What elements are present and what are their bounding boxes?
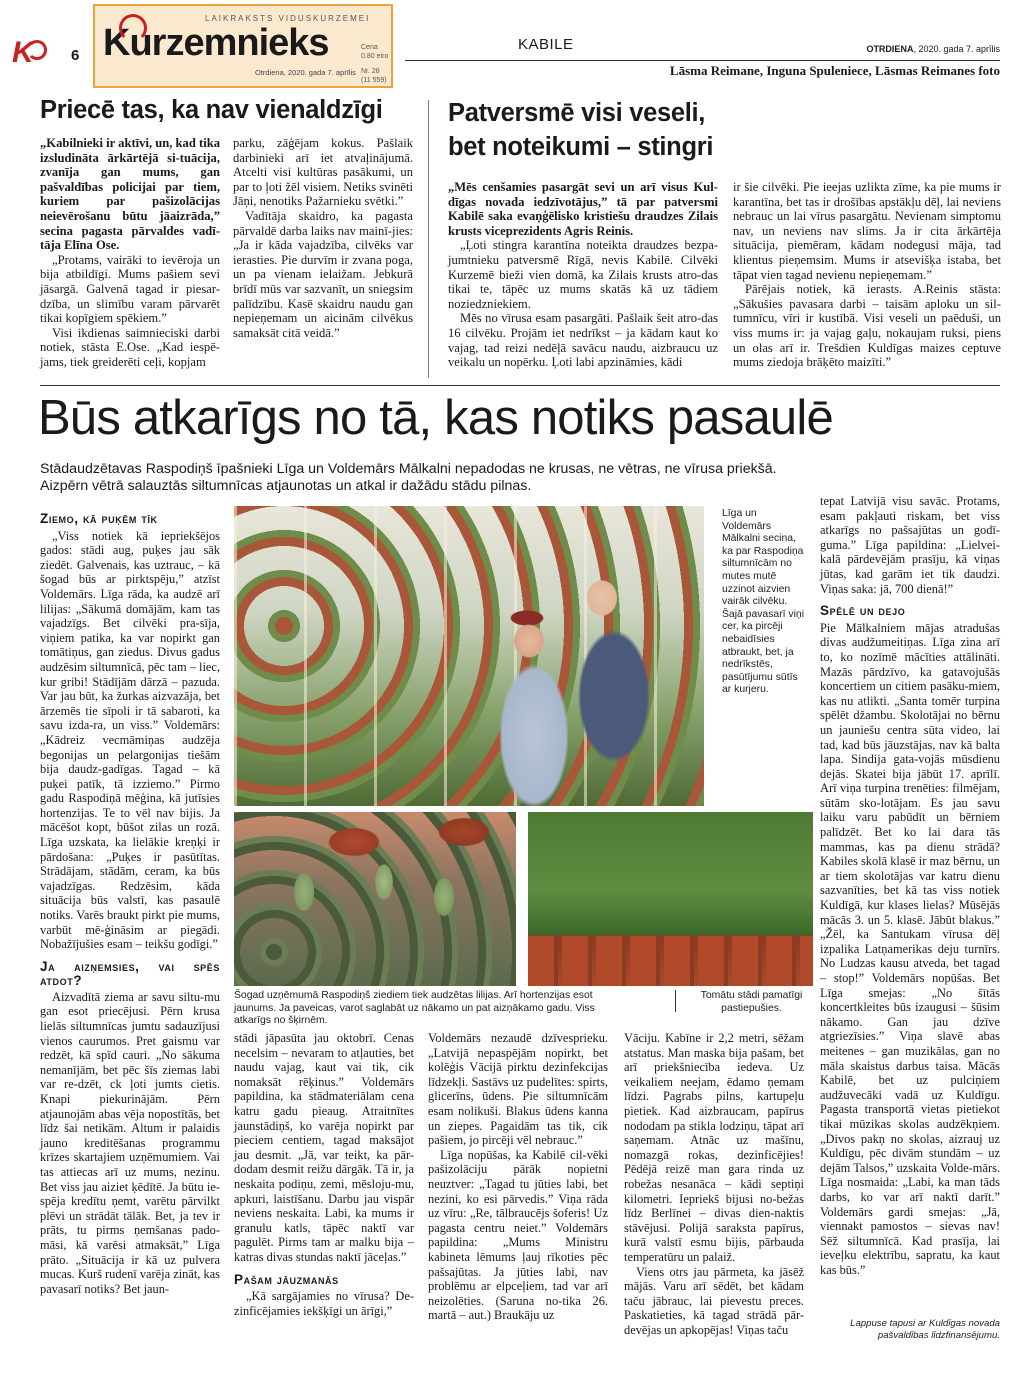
article2-col2 [733, 180, 1001, 370]
photo-lilies [234, 812, 516, 986]
article1-headline: Priecē tas, ka nav vienaldzīgi [40, 96, 383, 124]
article1-col2-para: Vadītāja skaidro, ka pagasta pārvaldē darba laiks nav mainī-jies: „Ja ir kāda vajadzība, cilvēks var ierasties. Pie durvīm ir zvana poga, un pa vienam ielaižam. Jebkurā brīdī mūs var sazvanīt, un sniegsim palīdzību. Kasē skaidru naudu gan nepieņemam un aicinām cilvēkus samaksāt citā veidā.” [233, 208, 413, 340]
section-rule [40, 385, 1000, 386]
article1-col1-para: Visi ikdienas saimnieciski darbi notiek, stāsta E.Ose. „Kad iespē-jams, tiek greiderēti ceļi, kopjam [40, 325, 220, 369]
footnote-funding: Lappuse tapusi ar Kuldīgas novada pašvaldības līdzfinansējumu. [850, 1318, 1000, 1341]
article1-col2 [233, 136, 413, 340]
caption-tomatoes: Tomātu stādi pamatīgi pastiepušies. [700, 990, 803, 1014]
article3-col3 [428, 1031, 608, 1323]
article3-col4 [624, 1031, 804, 1337]
article2-headline-line2: bet noteikumi – stingri [448, 133, 714, 161]
article1-col2-para: parku, zāģējam kokus. Pašlaik darbinieki arī iet atvaļinājumā. Atcelti visi kultūras pasākumi, un par to ļoti žēl visiem. Netiks svinēti Jāņi, nenotiks Pažarnieku svētki.” [233, 136, 413, 209]
article2-headline-line1: Patversmē visi veseli, [448, 99, 706, 127]
header-date-day: OTRDIENA [866, 44, 914, 54]
logo-swirl-icon [27, 40, 47, 60]
masthead-title: Kurzemnieks [103, 22, 329, 64]
photo-couple-greenhouse [234, 506, 704, 806]
article2-lead: „Mēs cenšamies pasargāt sevi un arī visus Kul-dīgas novada iedzīvotājus,” tā par patversmi Kabilē saka evaņģēlisko kristiešu draudzes Zilais krusts viceprezidents Agris Reinis. [448, 180, 718, 238]
article3-col3-para: Līga nopūšas, ka Kabilē cil-vēki pašizolāciju pārāk nopietni neuztver: „Tagad tu jūties labi, bet nezini, ko esi pārvedis.” Viņa rāda uz vīru: „Re, tālbraucējs šoferis! Uz pagasta centru neiet.” Voldemārs papildina: „Mums Ministru kabineta lēmums ļauj rīkoties pēc pašsajūtas. Ja jūties labi, nav problēmu ar elpceļiem, tad var arī neizolēties. (Saruna no-tika 26. martā – aut.) Braukāju uz [428, 1147, 608, 1323]
article2-col1-para: „Ļoti stingra karantīna noteikta draudzes bezpa-jumtnieku patversmē Rīgā, nevis Kabilē. Cilvēki Kurzemē bieži vien domā, ka Zilais krusts atro-das tikai te, tāpēc uz mums skatās kā uz tādiem noziedzniekiem. [448, 238, 718, 311]
article3-deck [40, 461, 1000, 495]
masthead-price-value: 0.80 eiro [361, 53, 389, 60]
article3-col1 [40, 508, 220, 1296]
article3-col5b-para: Pie Mālkalniem mājas atradušas divas audžumeitiņas. Līga zina arī to, ko nozīmē mācīties attālināti. Mazās pārdzīvo, ka gatavojušās koncertiem un citiem pasāku-miem, kas nu atlikti. „Santa tomēr turpina spēlēt džambu. Skolotājai no bērnu un jauniešu centra sūta video, lai tad, kad būs jāuzstājas, nav kā balta lapa. Sindija gata-vojās mūsdienu dejās. Skatei bija jābūt 17. aprīlī. Arī viņa turpina trenēties: filmējam, sūtām sko-lotājam. Es jau savu laiku varu pabūdīt un bērniem palīdzēt. Bet ko lai dara tās mammas, kas pa dienu strādā? Kabiles skolā klasē ir maz bērnu, un ar tiem skolotājas var katru dienu sazvanīties, bet kā tas viss notiek Kuldīgā, kur klases lielas? Mūsējās mācās 3. un 5. klasē. Jābūt blakus.” „Žēl, ka Santukam vīrusa dēļ izpalika Latņamerikas deju turnīrs. No Ludzas kausu atveda, bet tagad – stop!” Voldemārs nopūšas. Bet Līga smejas: „No šītās koncertkleites būs izaugusi – šūsim nākamo. Gan jau dzīve atgriezīsies.” Viņa slavē abas meitenes – gan muzikālas, gan no māla skaistus darbus taisa. Mācās Kabilē, bet uz pulciņiem audžuvecāki vadā uz Kuldīgu. Pagasta transportā vietas pietiekot tikai mūzikas skolas audzēkņiem. „Divos pakņ no skolas, aizrauj uz Kuldīgu, pēc divām stundām – uz dejām Talsos,” uzskaita Volde-mārs. Līga nosmaida: „Labi, ka man tāds darbs, ko var arī naktī darīt.” Voldemārs gardi smejas: „Jā, viennakt pamostos – sievas nav! Sēž siltumnīcā. Kad prasīja, lai ieveļku elektrību, sapratu, ka kaut kas būs.” [820, 620, 1000, 1277]
caption-lilies: Šogad uzņēmumā Raspodiņš ziediem tiek audzētas lilijas. Arī hortenzijas esot jaunums. Ja paveicas, varot saglabāt uz nākamo un pat aizņākamo gadu. Viss atkarīgs no šķirnēm. [234, 990, 595, 1027]
masthead-issue: Nr. 28 [361, 68, 380, 75]
subhead-ziemo: Ziemo, kā puķēm tīk [40, 511, 158, 526]
article3-col2-para: stādi jāpasūta jau oktobrī. Cenas necelsim – nevaram to atļauties, bet naudu vajag, kaut vai tik, cik nomaksāt rēķinus.” Voldemārs papildina, ka stādmateriālam cena katru gadu pieaug. Atraitnītes jaunstādiņš, ko varēja nopirkt par pieciem centiem, tagad maksājot jau desmit. „Jā, var teikt, ka pār-dodam desmit reižu dārgāk. Tā ir, ja neskaita podiņu, zemi, mēsloju-mu, apkuri, laistīšanu. Darbu jau vispār neviens neskaita. Labi, ka mums ir granulu katls, tāpēc naktī var pagulēt. Pirms tam ar malku bija – katras divas stundas naktī jāceļas.” [234, 1031, 414, 1264]
article1-col1-para: „Protams, vairāki to ievēroja un bija atbildīgi. Mums pašiem sevi jāsargā. Galvenā tagad ir piesar-dzība, un slimību varam pārvarēt tikai kopīgiem spēkiem.” [40, 252, 220, 326]
caption-tick [675, 990, 676, 1012]
article3-col5a-para: tepat Latvijā visu savāc. Protams, esam pakļauti riskam, bet viss atkarīgs no pašsajūtas un godī-guma.” Līga papildina: „Lielvei-kalā pārdevējām prasīju, kā viņas jūtas, kad garām iet tik daudzi. Viņas saka: jā, 700 dienā!” [820, 494, 1000, 596]
caption-couple: Līga un Voldemārs Mālkalni secina, ka par Raspodiņa siltumnīcām no mutes mutē uzzinot aizvien vairāk cilvēku. Šajā pavasarī viņi cer, ka pircēji nebaidīsies atbraukt, bet, ja nedrīkstēs, pasūtījumu sūtīs ar kurjeru. [722, 508, 805, 696]
article2-col2-para: Pārējais notiek, kā ierasts. A.Reinis stāsta: „Sākušies pavasara darbi – taisām aploku un sil-tumnīcu, vīri ir kustībā. Visi veseli un paēduši, un viss mums ir: ja vajag gaļu, nokaujam ruksi, piens un olas arī ir. Trešdien Kuldīgas maizes ceptuve mums ziedoja brāķēto maizīti.” [733, 282, 1001, 370]
masthead-tagline: LAIKRAKSTS VIDUSKURZEMEI [205, 14, 371, 23]
page-number: 6 [71, 47, 80, 64]
article3-col2 [234, 1031, 414, 1318]
header-authors: Lāsma Reimane, Inguna Spuleniece, Lāsmas Reimanes foto [669, 63, 1000, 78]
header-date-rest: , 2020. gada 7. aprīlis [913, 44, 1000, 54]
article2-col1-para: Mēs no vīrusa esam pasargāti. Pašlaik šeit atro-das 16 cilvēku. Projām iet nedrīkst – ja kādam kaut ko vajag, tad reizi nedēļā savācu naudu, aizbraucu uz veikalu un nopērku. Ļoti labi apzināmies, kādi [448, 311, 718, 370]
section-label: KABILE [518, 36, 574, 53]
masthead-swirl-icon [119, 14, 147, 42]
article3-col1b-para: Aizvadītā ziema ar savu siltu-mu gan esot priecējusi. Pērn krusa lielās siltumnīcas jumtu sadauzījusi vienos caurumos. Pret gaismu var redzēt, kā spīd cauri. „No sākuma nemanījām, bet pēc šīs ziemas labi var re-dzēt, ck ļoti jumts cietis. Knapi piekurinājām. Pērn atjaunojām abas vēja nopostītās, bet līdz šai netikām. Altum ir palaidis jauno kreditēšanas programmu krīzes skartajiem uzņēmumiem. Vai tas attiecas arī uz mums, nezinu. Bet viss jau aiziet ķēdītē. Ja būtu ie-spēja kredītu ņemt, varētu pārvilkt plēvi un strādāt tālāk. Bet, ja tev ir prāts, tu pirms ņemšanas pado-māsi, kā varēsi atmaksāt,” Līga prāto. „Situācija ir kā uz pulvera mucas. Kurš rudenī varēja zināt, kas pavasarī notiks? Bet jaun- [40, 989, 220, 1296]
masthead-initial-logo [12, 36, 44, 70]
subhead-aiznemsies: Ja aizņemsies, vai spēs atdot? [40, 958, 220, 988]
article3-col3-para: Voldemārs nezaudē dzīvesprieku. „Latvijā nepaspējām nopirkt, bet kolēģis Vācijā pirktu dezinfekcijas līdzekļi. Sastāvs uz pudelītes: spirts, glicerīns, ūdens. Pie siltumnīcām esam nolikuši. Blakus ūdens kanna un ziepes. Pagaidām tas tik, cik pašiem, jo pircēji vēl nebrauc.” [428, 1031, 608, 1148]
article3-headline: Būs atkarīgs no tā, kas notiks pasaulē [38, 391, 833, 445]
article1-lead: „Kabilnieki ir aktīvi, un, kad tika izsludināta ārkārtējā si-tuācija, zvanīja gan mums, gan pašvaldības policijai par tiem, kuriem par pašizolācijas neievērošanu būtu jāaizrāda,” secina pagasta pārvaldes vadī-tāja Elīna Ose. [40, 136, 220, 253]
article2-col2-para: ir šie cilvēki. Pie ieejas uzlikta zīme, ka pie mums ir karantīna, bet tas ir drošības apstākļu dēļ, lai neviens nebrauc un lai vīrus pasargātu. Nevienam simptomu nav, un neviens nav slims. Ja ir cita ārkārtēja situācija, piemēram, kādam nodegusi māja, tad klientus pieņemsim. Mums ir atsevišķa istaba, bet tāpat vien tagad nevienu nepieņemam.” [733, 180, 1001, 282]
article1-col1 [40, 136, 220, 370]
article2-col1 [448, 180, 718, 370]
subhead-spele: Spēlē un dejo [820, 603, 906, 619]
photo-tomato-seedlings [528, 812, 813, 986]
masthead-price-label: Cena [361, 44, 378, 51]
article3-col1a-para: „Viss notiek kā iepriekšējos gados: stādi aug, puķes jau sāk ziedēt. Galvenais, kas uztrauc, – kā šogad būs ar pirktspēju,” atzīst Voldemārs. Līga rāda, ka audzē arī lilijas: „Sākumā domājām, kam tas vajadzīgs. Bet cilvēki pra-sīja, viņiem patika, ka var nopirkt gan tomātiņus, gan ziedus. Divus gadus audzēsim siltumnīcā, pēc tam – liec, kur gribi! Stādījām dārzā – pazuda. Var jau būt, ka žurkas aizvazāja, bet ārzemēs tie sīpoli ir tā sabaroti, ka savu izda-ra, un viss.” Voldemārs: „Kādreiz vecmāmiņas audzēja begonijas un pelargonijas tiešām bija daudz-gadīgas. Tagad – kā puķei patīk, tā izziemo.” Pirmo gadu Raspodiņā mēģina, kā jutīsies hortenzijas. Te to vēl nav bijis. Ja mācēšot kopt, būšot zilas un rozā. Līga uzskata, ka lielākie kreņķi ir pārdošana: „Puķes ir pasūtītas. Strādājam, stādām, ceram, ka būs vajadzīgas. Redzēsim, kāda situācija būs valstī, kas pasaulē notiks. Varēs braukt pirkt pie mums, varbūt mē-ģināsim ar piegādi. Nobažījušies esam – teikšu godīgi.” [40, 528, 220, 952]
masthead-date: Otrdiena, 2020. gada 7. aprīlis [255, 68, 356, 77]
article2-headline [448, 96, 713, 164]
article3-deck-line2: Aizpērn vētrā salauztās siltumnīcas atjaunotas un atkal ir dažādu stādu pilnas. [40, 478, 532, 494]
header-date [866, 44, 1000, 54]
header-rule [405, 60, 1000, 61]
article3-col4-para: Vāciju. Kabīne ir 2,2 metri, sēžam atstatus. Man maska bija pašam, bet arī priekšniecība iedeva. Uz veikaliem neejam, ēdamo ņemam līdzi. Pagrabs pilns, kartupeļu pietiek. Kad aizbraucam, papīrus nododam pa stikla lodziņu, tāpat arī saņemam. Atnāc uz mašīnu, nomazgā rokas, dezinficējies! Pēdējā reizē man gara rinda uz robežas nesanāca – kādi septiņi kilometri. Iepriekš bijusi no-bežas līdz Berlīnei – divas dien-naktis stāvējusi. Polijā saraksta papīrus, kurā valstī esmu bijis, pārbauda temperatūru un palaiž. [624, 1031, 804, 1264]
article3-col4-para: Viens otrs jau pārmeta, ka jāsēž mājās. Varu arī sēdēt, bet kādam taču jābrauc, lai pievestu preces. Paskatieties, kā tagad strādā pār-devējas un apkopējas! Viņas taču [624, 1264, 804, 1337]
logo-k-letter: K [12, 36, 34, 69]
masthead-issue-number: (11 559) [361, 77, 387, 84]
masthead-box [93, 4, 393, 88]
article3-col5 [820, 494, 1000, 1277]
article3-deck-line1: Stādaudzētavas Raspodiņš īpašnieki Līga un Voldemārs Mālkalni nepadodas ne krusas, ne vētras, ne vīrusa priekšā. [40, 461, 777, 477]
article3-col2b-para: „Kā sargājamies no vīrusa? De-zinficējamies iekšķīgi un ārīgi,” [234, 1289, 414, 1318]
article-divider [428, 100, 429, 378]
subhead-pasam: Pašam jāuzmanās [234, 1271, 339, 1287]
